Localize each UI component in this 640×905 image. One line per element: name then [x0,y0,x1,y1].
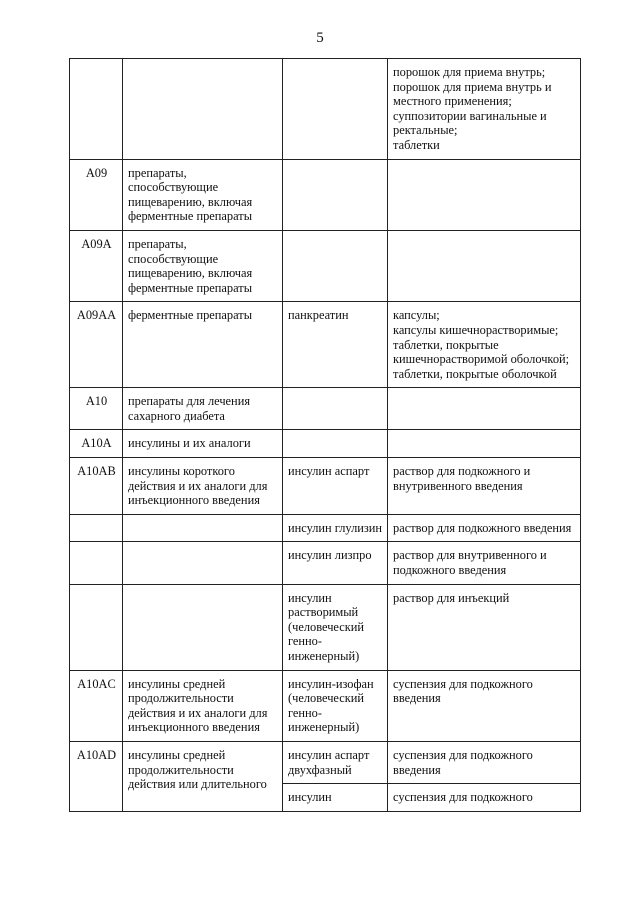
atc-code-cell: A10AB [70,458,123,515]
substance-cell: инсулин растворимый (человеческий генно-инженерный) [283,584,388,670]
substance-cell: инсулин глулизин [283,514,388,542]
group-cell [123,542,283,584]
substance-cell [283,59,388,160]
substance-cell [283,430,388,458]
substance-cell: инсулин-изофан (человеческий генно-инженерный) [283,670,388,741]
atc-code-cell: A09AA [70,302,123,388]
substance-cell [283,159,388,230]
atc-code-cell: A10AC [70,670,123,741]
atc-code-cell [70,514,123,542]
dosage-forms-cell: раствор для подкожного введения [388,514,581,542]
atc-code-cell [70,542,123,584]
dosage-forms-cell: суспензия для подкожного введения [388,741,581,783]
group-cell [123,584,283,670]
group-cell [123,514,283,542]
medication-table [69,58,581,812]
atc-code-cell [70,59,123,160]
group-cell: инсулины средней продолжительности действия и их аналоги для инъекционного введения [123,670,283,741]
atc-code-cell [70,584,123,670]
substance-cell: инсулин [283,784,388,812]
dosage-forms-cell [388,388,581,430]
atc-code-cell: A09 [70,159,123,230]
dosage-forms-cell: порошок для приема внутрь; порошок для приема внутрь и местного применения; суппозитории вагинальные и ректальные; таблетки [388,59,581,160]
table-row [70,59,581,160]
table-row [70,514,581,542]
group-cell: инсулины и их аналоги [123,430,283,458]
substance-cell: инсулин аспарт двухфазный [283,741,388,783]
table-row [70,670,581,741]
group-cell: инсулины средней продолжительности действия или длительного [123,741,283,811]
dosage-forms-cell [388,430,581,458]
atc-code-cell: A10 [70,388,123,430]
substance-cell: инсулин аспарт [283,458,388,515]
atc-code-cell: A10A [70,430,123,458]
table-row [70,230,581,301]
group-cell [123,59,283,160]
table-row [70,542,581,584]
group-cell: препараты, способствующие пищеварению, включая ферментные препараты [123,230,283,301]
substance-cell [283,230,388,301]
substance-cell: панкреатин [283,302,388,388]
dosage-forms-cell: капсулы; капсулы кишечнорастворимые; таблетки, покрытые кишечнорастворимой оболочкой; таблетки, покрытые оболочкой [388,302,581,388]
atc-code-cell: A10AD [70,741,123,811]
table-row [70,458,581,515]
atc-code-cell: A09A [70,230,123,301]
dosage-forms-cell: раствор для внутривенного и подкожного введения [388,542,581,584]
substance-cell: инсулин лизпро [283,542,388,584]
table-row [70,388,581,430]
table-row [70,159,581,230]
dosage-forms-cell: раствор для инъекций [388,584,581,670]
dosage-forms-cell [388,230,581,301]
table-row [70,741,581,783]
group-cell: препараты для лечения сахарного диабета [123,388,283,430]
table-row [70,430,581,458]
dosage-forms-cell: раствор для подкожного и внутривенного введения [388,458,581,515]
page-number: 5 [316,30,324,46]
group-cell: препараты, способствующие пищеварению, включая ферментные препараты [123,159,283,230]
dosage-forms-cell: суспензия для подкожного введения [388,670,581,741]
table-row [70,302,581,388]
substance-cell [283,388,388,430]
dosage-forms-cell: суспензия для подкожного [388,784,581,812]
dosage-forms-cell [388,159,581,230]
group-cell: ферментные препараты [123,302,283,388]
group-cell: инсулины короткого действия и их аналоги для инъекционного введения [123,458,283,515]
table-row [70,584,581,670]
